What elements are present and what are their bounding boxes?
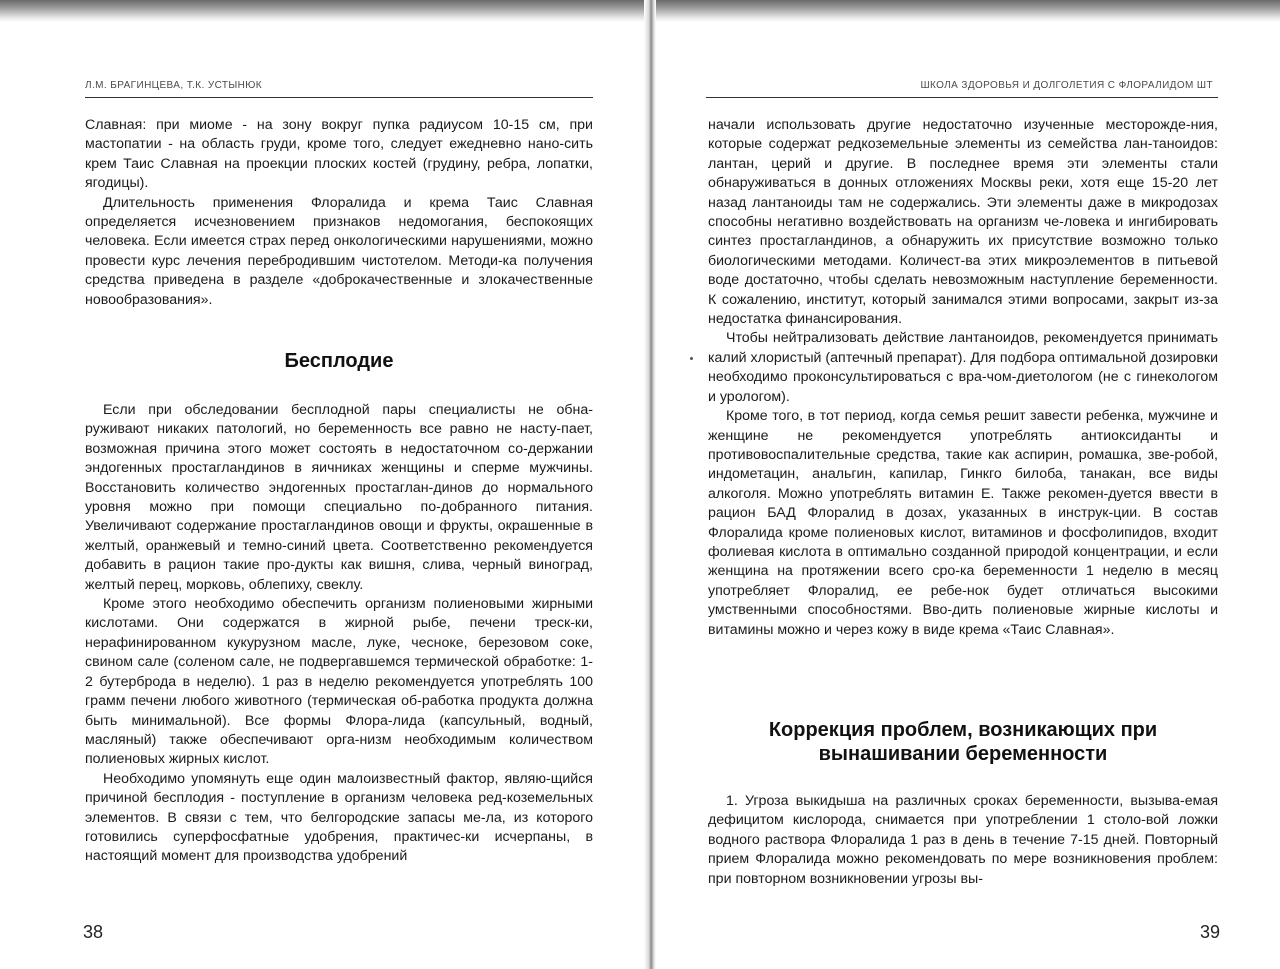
paragraph: Если при обследовании бесплодной пары специалисты не обна-руживают никаких патологий, но беременность все равно не насту-пает, возможная причина этого может состоять в недостаточном со-держании эндогенных простагландинов в яичниках женщины и сперме мужчины. Восстановить количество эндогенных простаглан-динов до нормального уровня можно при помощи специально по-добранного питания. Увеличивают содержание простагландинов овощи и фрукты, окрашенные в желтый, оранжевый и темно-синий цвета. Соответственно рекомендуется добавить в рацион такие про-дукты как вишня, слива, черный виноград, желтый перец, морковь, облепиху, свеклу. (85, 402, 593, 593)
page-number: 39 (1200, 922, 1221, 942)
page-number: 38 (83, 922, 104, 942)
section-heading-pregnancy-problems: Коррекция проблем, возникающих при вынашивании беременности (768, 719, 1158, 765)
paragraph: Длительность применения Флоралида и крема Таис Славная определяется исчезновением признаков недомогания, беспокоящих человека. Если имеется страх перед онкологическими нарушениями, можно провести курс лечения перебродившим чистотелом. Методи-ка получения средства приведена в разделе «доброкачественные и злокачественные новообразования». (85, 194, 593, 308)
header-rule (85, 97, 593, 98)
paragraph: Чтобы нейтрализовать действие лантаноидов, рекомендуется принимать калий хлористый (аптечный препарат). Для подбора оптимальной дозировки необходимо проконсультироваться с вра-чом-диетологом (не с гинекологом и урологом). (708, 330, 1218, 405)
paragraph: 1. Угроза выкидыша на различных сроках беременности, вызыва-емая дефицитом кислорода, снимается при употреблении 1 столо-вой ложки водного раствора Флоралида 1 раз в день в течение 7-15 дней. Повторный прием Флоралида можно рекомендовать по мере возникновения проблем: при повторном возникновении угрозы вы- (708, 793, 1218, 887)
book-spine (644, 0, 656, 969)
paragraph: Кроме этого необходимо обеспечить организм полиеновыми жирными кислотами. Они содержатся в жирной рыбе, печени треск-ки, нерафинированном кукурузном масле, луке, чесноке, березовом соке, свином сале (соленом сале, не подвергавшемся термической обработке: 1-2 бутерброда в неделю). 1 раз в неделю рекомендуется употреблять 100 грамм печени любого животного (термическая об-работка продукта должна быть минимальной). Все формы Флора-лида (капсульный, водный, масляный) также обеспечивают орга-низм необходимым количеством полиеновых жирных кислот. (85, 596, 593, 768)
header-rule (706, 97, 1218, 98)
paragraph: Необходимо упомянуть еще один малоизвестный фактор, являю-щийся причиной бесплодия - поступление в организм человека ред-коземельных элементов. В связи с тем, что белгородские запасы ме-ла, из которого готовились суперфосфатные удобрения, практичес-ки исчерпаны, в настоящий момент для производства удобрений (85, 770, 593, 865)
paragraph: Славная: при миоме - на зону вокруг пупка радиусом 10-15 см, при мастопатии - на область груди, кроме того, следует ежедневно нано-сить крем Таис Славная на проекции плоских костей (грудину, ребра, лопатки, ягодицы). (85, 117, 593, 192)
section-heading-infertility: Бесплодие (284, 350, 394, 372)
left-text-bottom (85, 401, 593, 867)
right-text-bottom (708, 792, 1218, 889)
running-head-authors: Л.М. БРАГИНЦЕВА, Т.К. УСТЫНЮК (85, 80, 263, 91)
running-head-title: ШКОЛА ЗДОРОВЬЯ И ДОЛГОЛЕТИЯ С ФЛОРАЛИДОМ ШТ (920, 80, 1213, 91)
right-text-top (708, 116, 1218, 640)
paragraph: начали использовать другие недостаточно изученные месторожде-ния, которые содержат редкоземельные элементы из семейства лан-таноидов: лантан, церий и другие. В последнее время эти элементы стали обнаруживаться в донных отложениях Москвы реки, хотя еще 15-20 лет назад лантаноиды там не содержались. Эти элементы даже в микродозах способны негативно воздействовать на организм че-ловека и ингибировать синтез простагландинов, а обнаружить их присутствие возможно только биологическими методами. Количест-ва этих микроэлементов в питьевой воде достаточно, чтобы сделать невозможным наступление беременности. К сожалению, институт, который занимался этими вопросами, закрыт из-за недостатка финансирования. (708, 117, 1218, 328)
paragraph: Кроме того, в тот период, когда семья решит завести ребенка, мужчине и женщине не рекомендуется употреблять антиоксиданты и противовоспалительные средства, такие как аспирин, ромашка, зве-робой, индометацин, анальгин, капилар, Гинкго билоба, танакан, все виды алкоголя. Можно употреблять витамин Е. Также рекомен-дуется ввести в рацион БАД Флоралид в дозах, указанных в инструк-ции. В состав Флоралида кроме полиеновых кислот, витаминов и фосфолипидов, входит фолиевая кислота в оптимально созданной природой концентрации, и если женщина на протяжении всего сро-ка беременности 1 неделю в месяц употребляет Флоралид, ее ребе-нок будет отличаться высокими умственными способностями. Вво-дить полиеновые жирные кислоты и витамины можно и через кожу в виде крема «Таис Славная». (708, 408, 1218, 638)
scan-speck (690, 357, 693, 360)
left-text-top (85, 116, 593, 310)
right-page (656, 0, 1280, 969)
